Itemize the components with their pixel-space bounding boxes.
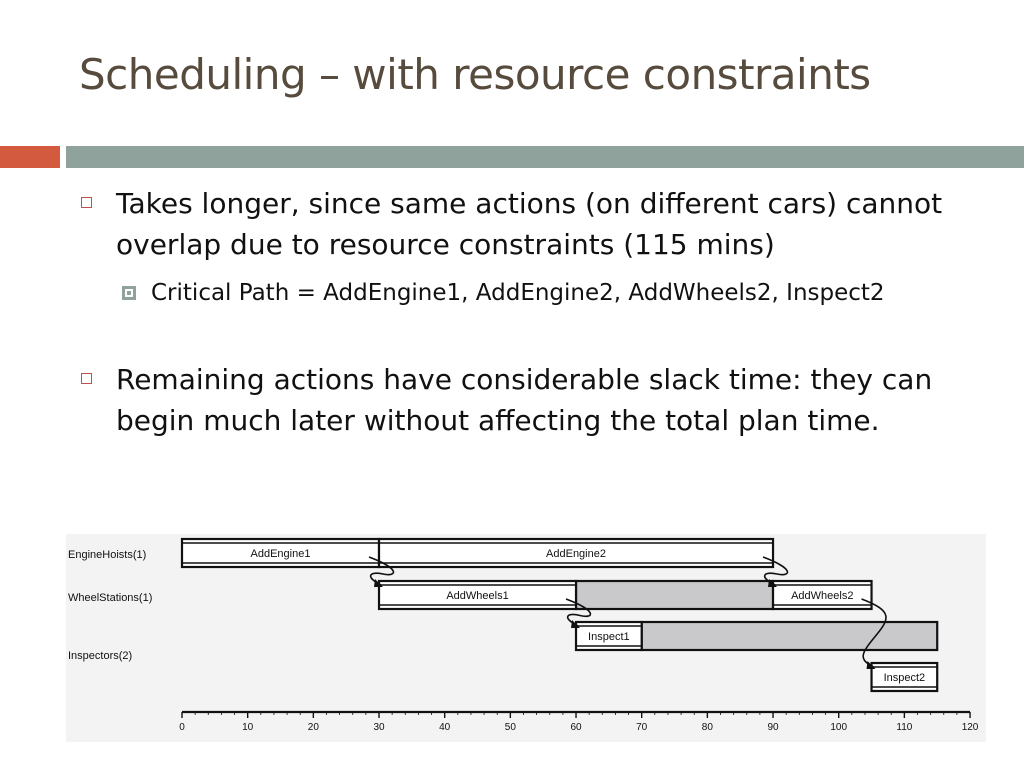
task-label: AddWheels2 (791, 590, 854, 602)
task-label: Inspect2 (883, 672, 926, 684)
x-tick-label: 120 (961, 722, 979, 733)
x-tick-label: 80 (701, 722, 713, 733)
x-tick-label: 50 (504, 722, 516, 733)
resource-label: EngineHoists(1) (68, 549, 147, 561)
resource-label: Inspectors(2) (68, 650, 133, 662)
x-tick-label: 70 (636, 722, 648, 733)
x-tick-label: 100 (830, 722, 848, 733)
slack-bar (642, 622, 938, 650)
x-tick-label: 60 (570, 722, 582, 733)
x-tick-label: 90 (767, 722, 779, 733)
x-tick-label: 10 (242, 722, 254, 733)
x-tick-label: 30 (373, 722, 385, 733)
sub-bullet-text: Critical Path = AddEngine1, AddEngine2, AddWheels2, Inspect2 (151, 280, 885, 306)
bullet-text: Remaining actions have considerable slack time: they can begin much later without affecting the total plan time. (116, 363, 933, 437)
x-tick-label: 0 (179, 722, 185, 733)
title-band (66, 146, 1024, 168)
resource-label: WheelStations(1) (68, 592, 153, 604)
hollow-square-bullet-icon (81, 197, 92, 208)
bullet-text: Takes longer, since same actions (on different cars) cannot overlap due to resource constraints (115 mins) (116, 187, 943, 261)
task-label: AddEngine2 (546, 548, 606, 560)
task-label: AddWheels1 (446, 590, 509, 602)
x-tick-label: 40 (439, 722, 451, 733)
task-label: AddEngine1 (250, 548, 311, 560)
accent-band (0, 146, 60, 168)
slack-bar (576, 581, 773, 609)
gantt-chart (66, 534, 986, 742)
gantt-chart-svg (66, 534, 986, 742)
slide-title: Scheduling – with resource constraints (79, 50, 871, 99)
nested-square-bullet-icon (122, 286, 136, 300)
task-label: Inspect1 (588, 631, 630, 643)
x-tick-label: 20 (307, 722, 319, 733)
hollow-square-bullet-icon (81, 373, 92, 384)
x-tick-label: 110 (896, 722, 913, 733)
